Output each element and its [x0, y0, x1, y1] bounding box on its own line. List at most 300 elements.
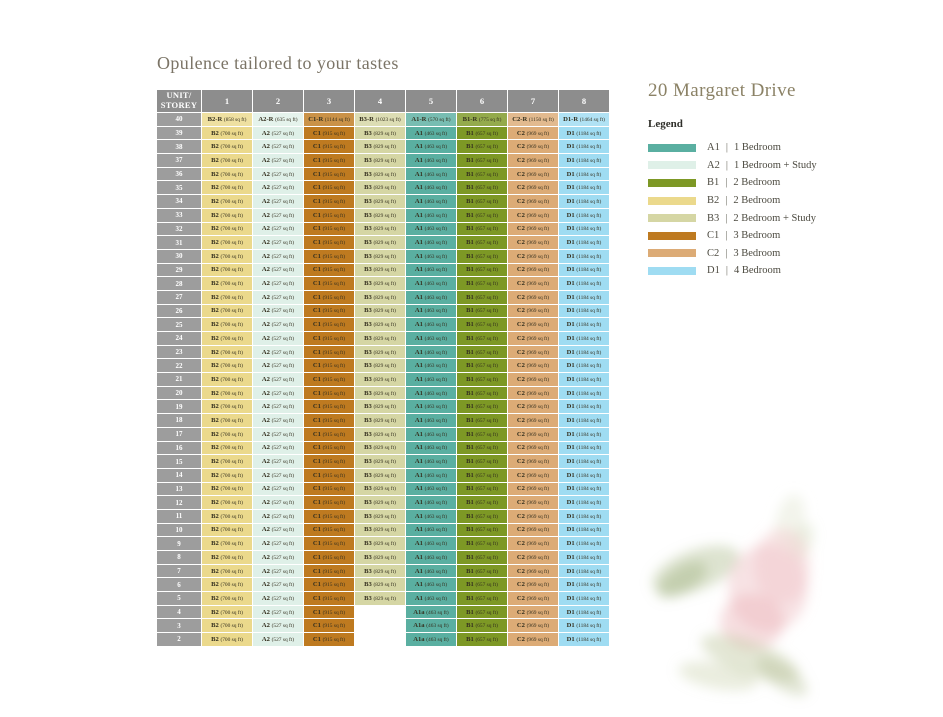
unit-cell-a2	[253, 250, 303, 263]
unit-cell-a2	[253, 455, 303, 468]
unit-cell-c2	[508, 154, 558, 167]
table-row-storey-11	[157, 510, 609, 523]
unit-area: (463 sq ft)	[426, 636, 449, 643]
unit-code: A2	[261, 348, 272, 356]
unit-cell-b3	[355, 195, 405, 208]
unit-cell-a2	[253, 195, 303, 208]
unit-area: (915 sq ft)	[322, 431, 346, 438]
unit-code: C1	[312, 348, 323, 356]
unit-area: (1184 sq ft)	[576, 363, 602, 370]
unit-area: (463 sq ft)	[426, 623, 449, 630]
unit-cell-d1	[559, 140, 609, 153]
unit-code: D1	[566, 321, 577, 329]
unit-code: D1	[566, 211, 577, 219]
unit-area: (463 sq ft)	[424, 157, 448, 164]
unit-area: (527 sq ft)	[271, 582, 295, 589]
unit-cell-c1	[304, 551, 354, 564]
unit-code: B3	[364, 156, 374, 164]
unit-area: (527 sq ft)	[271, 541, 295, 548]
unit-area: (1184 sq ft)	[576, 253, 602, 260]
unit-cell-d1	[559, 387, 609, 400]
table-row-storey-6	[157, 578, 609, 591]
unit-cell-a1	[406, 414, 456, 427]
unit-cell-b3	[355, 483, 405, 496]
unit-area: (969 sq ft)	[526, 130, 550, 137]
unit-cell-c2	[508, 140, 558, 153]
unit-code: A2	[261, 197, 272, 205]
storey-label: 23	[157, 346, 201, 359]
unit-code: C1	[312, 252, 323, 260]
legend-item-a1	[648, 139, 888, 157]
unit-cell-c2	[508, 537, 558, 550]
unit-cell-d1	[559, 455, 609, 468]
unit-code: D1-R	[563, 115, 580, 123]
unit-area: (700 sq ft)	[220, 609, 243, 616]
unit-code: C2	[516, 143, 527, 151]
unit-cell-b1	[457, 551, 507, 564]
unit-cell-a1	[406, 209, 456, 222]
unit-cell-b2	[202, 537, 252, 550]
unit-code: C2	[516, 581, 527, 589]
unit-cell-a1-r	[406, 113, 456, 126]
unit-cell-a1	[406, 524, 456, 537]
unit-area: (657 sq ft)	[475, 185, 498, 192]
unit-code: B1	[466, 362, 476, 370]
unit-area: (657 sq ft)	[475, 636, 498, 643]
unit-code: A2	[261, 430, 272, 438]
unit-code: C2	[516, 307, 527, 315]
unit-code: D1	[566, 252, 577, 260]
empty-cell	[355, 633, 405, 646]
corner-header-line2: STOREY	[160, 100, 198, 110]
unit-cell-a1	[406, 565, 456, 578]
unit-cell-a2	[253, 565, 303, 578]
column-header-2: 2	[253, 90, 303, 112]
table-row-storey-37	[157, 154, 609, 167]
unit-cell-c1	[304, 565, 354, 578]
unit-code: D1	[566, 348, 577, 356]
unit-area: (463 sq ft)	[424, 335, 448, 342]
unit-code: B1	[466, 389, 476, 397]
unit-area: (915 sq ft)	[322, 322, 346, 329]
unit-code: B1	[466, 567, 476, 575]
unit-area: (657 sq ft)	[475, 513, 498, 520]
unit-cell-d1	[559, 359, 609, 372]
unit-code: B3	[364, 403, 374, 411]
unit-cell-b3	[355, 496, 405, 509]
unit-cell-d1	[559, 181, 609, 194]
storey-label: 18	[157, 414, 201, 427]
unit-area: (969 sq ft)	[526, 500, 550, 507]
unit-area: (969 sq ft)	[526, 404, 550, 411]
unit-area: (1184 sq ft)	[576, 212, 602, 219]
unit-code: A2	[261, 143, 272, 151]
unit-area: (463 sq ft)	[424, 431, 448, 438]
unit-code: A1	[414, 471, 425, 479]
unit-cell-a2	[253, 469, 303, 482]
storey-label: 37	[157, 154, 201, 167]
unit-area: (829 sq ft)	[373, 240, 396, 247]
unit-code: B1	[466, 499, 476, 507]
unit-code: C1	[312, 280, 323, 288]
unit-code: B1-R	[462, 115, 479, 123]
unit-cell-b1	[457, 346, 507, 359]
unit-code: A2-R	[258, 115, 276, 123]
unit-area: (657 sq ft)	[475, 568, 498, 575]
unit-cell-d1	[559, 332, 609, 345]
unit-code: A1	[414, 499, 425, 507]
unit-code: C1	[312, 540, 323, 548]
unit-cell-a2	[253, 387, 303, 400]
column-header-5: 5	[406, 90, 456, 112]
unit-cell-c2	[508, 168, 558, 181]
unit-code: B1	[466, 266, 476, 274]
table-header-row	[157, 90, 609, 112]
unit-area: (657 sq ft)	[475, 554, 498, 561]
unit-cell-c2	[508, 291, 558, 304]
unit-area: (527 sq ft)	[271, 568, 295, 575]
unit-cell-b3	[355, 318, 405, 331]
unit-area: (915 sq ft)	[322, 623, 346, 630]
unit-area: (829 sq ft)	[373, 185, 396, 192]
unit-cell-a2	[253, 209, 303, 222]
unit-cell-b2	[202, 606, 252, 619]
unit-cell-d1	[559, 606, 609, 619]
unit-area: (657 sq ft)	[475, 363, 498, 370]
legend-item-d1	[648, 262, 888, 280]
unit-cell-b1	[457, 428, 507, 441]
unit-area: (1464 sq ft)	[579, 116, 605, 123]
table-row-storey-10	[157, 524, 609, 537]
unit-cell-b3	[355, 250, 405, 263]
unit-code: A2	[261, 458, 272, 466]
unit-code: C2	[516, 485, 527, 493]
unit-cell-a2	[253, 496, 303, 509]
unit-code: B2	[211, 348, 221, 356]
column-header-4: 4	[355, 90, 405, 112]
unit-cell-c2	[508, 469, 558, 482]
unit-area: (1184 sq ft)	[576, 281, 602, 288]
unit-cell-c1	[304, 209, 354, 222]
unit-area: (829 sq ft)	[373, 431, 396, 438]
unit-code: B2	[211, 334, 221, 342]
unit-cell-c2	[508, 346, 558, 359]
unit-cell-b2	[202, 510, 252, 523]
unit-code: C2	[516, 225, 527, 233]
unit-code: D1	[566, 471, 577, 479]
unit-code: C1	[312, 416, 323, 424]
unit-area: (463 sq ft)	[424, 390, 448, 397]
unit-area: (527 sq ft)	[271, 212, 295, 219]
unit-area: (700 sq ft)	[220, 267, 243, 274]
unit-code: A2	[261, 252, 272, 260]
unit-area: (657 sq ft)	[475, 445, 498, 452]
unit-area: (1184 sq ft)	[576, 240, 602, 247]
unit-area: (463 sq ft)	[424, 472, 448, 479]
unit-cell-b1	[457, 305, 507, 318]
unit-area: (527 sq ft)	[271, 253, 295, 260]
unit-area: (700 sq ft)	[220, 198, 243, 205]
unit-cell-b2	[202, 469, 252, 482]
unit-cell-c1-r	[304, 113, 354, 126]
unit-code: C2	[516, 252, 527, 260]
unit-code: C2	[516, 156, 527, 164]
unit-code: C1	[312, 444, 323, 452]
storey-label: 24	[157, 332, 201, 345]
unit-code: A1	[414, 444, 425, 452]
unit-area: (657 sq ft)	[475, 198, 498, 205]
unit-code: C1	[312, 430, 323, 438]
unit-cell-b3	[355, 332, 405, 345]
unit-code: D1	[566, 622, 577, 630]
legend-swatch-a1	[648, 144, 696, 152]
unit-area: (829 sq ft)	[373, 582, 396, 589]
unit-area: (700 sq ft)	[220, 431, 243, 438]
unit-cell-b1	[457, 442, 507, 455]
unit-area: (829 sq ft)	[373, 253, 396, 260]
legend-swatch-b2	[648, 197, 696, 205]
unit-area: (775 sq ft)	[478, 116, 502, 123]
empty-cell	[355, 606, 405, 619]
unit-code: A2	[261, 170, 272, 178]
unit-code: C2	[516, 197, 527, 205]
unit-area: (1184 sq ft)	[576, 185, 602, 192]
unit-code: A1	[414, 156, 425, 164]
unit-area: (700 sq ft)	[220, 171, 243, 178]
unit-cell-a1	[406, 496, 456, 509]
unit-code: A2	[261, 375, 272, 383]
unit-cell-d1	[559, 373, 609, 386]
unit-code: C1	[312, 239, 323, 247]
unit-area: (829 sq ft)	[373, 198, 396, 205]
unit-cell-b2	[202, 209, 252, 222]
unit-area: (969 sq ft)	[526, 212, 550, 219]
unit-area: (969 sq ft)	[526, 459, 550, 466]
unit-area: (700 sq ft)	[220, 513, 243, 520]
unit-cell-c2	[508, 264, 558, 277]
unit-area: (915 sq ft)	[322, 554, 346, 561]
unit-cell-b3	[355, 400, 405, 413]
unit-area: (700 sq ft)	[220, 363, 243, 370]
column-header-7: 7	[508, 90, 558, 112]
unit-area: (463 sq ft)	[424, 294, 448, 301]
unit-area: (463 sq ft)	[424, 267, 448, 274]
unit-cell-c1	[304, 455, 354, 468]
unit-code: A2	[261, 540, 272, 548]
unit-cell-b3	[355, 578, 405, 591]
unit-code: A1	[414, 512, 425, 520]
unit-area: (527 sq ft)	[271, 554, 295, 561]
unit-cell-b2	[202, 400, 252, 413]
unit-cell-b3	[355, 592, 405, 605]
unit-area: (700 sq ft)	[220, 281, 243, 288]
unit-code: A1	[414, 129, 425, 137]
unit-area: (829 sq ft)	[373, 376, 396, 383]
unit-area: (657 sq ft)	[475, 267, 498, 274]
unit-area: (1184 sq ft)	[576, 459, 602, 466]
unit-cell-a1	[406, 181, 456, 194]
unit-cell-a1	[406, 236, 456, 249]
unit-area: (969 sq ft)	[526, 267, 550, 274]
unit-code: B3	[364, 321, 374, 329]
unit-area: (1184 sq ft)	[576, 144, 602, 151]
unit-code: C1	[312, 635, 323, 643]
unit-cell-a1a	[406, 606, 456, 619]
storey-label: 21	[157, 373, 201, 386]
table-row-storey-20	[157, 387, 609, 400]
unit-code: D1	[566, 485, 577, 493]
unit-code: B2	[211, 581, 221, 589]
unit-cell-b3	[355, 455, 405, 468]
unit-area: (700 sq ft)	[220, 472, 243, 479]
unit-code: B3	[364, 184, 374, 192]
legend-item-c1	[648, 227, 888, 245]
unit-area: (463 sq ft)	[424, 500, 448, 507]
unit-cell-b2	[202, 483, 252, 496]
unit-code: C2	[516, 266, 527, 274]
unit-cell-a2	[253, 154, 303, 167]
unit-area: (915 sq ft)	[322, 500, 346, 507]
unit-area: (915 sq ft)	[322, 240, 346, 247]
unit-cell-c1	[304, 250, 354, 263]
unit-area: (915 sq ft)	[322, 404, 346, 411]
unit-cell-a2	[253, 619, 303, 632]
unit-cell-b1	[457, 524, 507, 537]
unit-cell-d1	[559, 223, 609, 236]
unit-code: A1	[414, 567, 425, 575]
unit-code: A2	[261, 635, 272, 643]
unit-cell-c2	[508, 551, 558, 564]
unit-area: (969 sq ft)	[526, 308, 550, 315]
unit-area: (527 sq ft)	[271, 609, 295, 616]
unit-cell-b3	[355, 442, 405, 455]
unit-area: (463 sq ft)	[424, 582, 448, 589]
unit-cell-b2	[202, 140, 252, 153]
unit-code: C1	[312, 307, 323, 315]
unit-area: (527 sq ft)	[271, 157, 295, 164]
unit-area: (657 sq ft)	[475, 322, 498, 329]
unit-code: A1	[414, 403, 425, 411]
unit-code: A1	[414, 526, 425, 534]
storey-label: 7	[157, 565, 201, 578]
unit-code: A2	[261, 608, 272, 616]
unit-area: (829 sq ft)	[373, 226, 396, 233]
unit-area: (463 sq ft)	[424, 212, 448, 219]
unit-cell-a1	[406, 305, 456, 318]
table-row-storey-7	[157, 565, 609, 578]
unit-area: (829 sq ft)	[373, 267, 396, 274]
unit-code: A1	[414, 389, 425, 397]
unit-area: (700 sq ft)	[220, 185, 243, 192]
unit-cell-a2	[253, 510, 303, 523]
legend-label: A2 | 1 Bedroom + Study	[707, 159, 817, 171]
unit-code: A2	[261, 334, 272, 342]
unit-area: (915 sq ft)	[322, 636, 346, 643]
storey-label: 35	[157, 181, 201, 194]
unit-cell-a1	[406, 127, 456, 140]
unit-code: C1	[312, 608, 323, 616]
unit-code: B3	[364, 499, 374, 507]
unit-code: B2	[211, 444, 221, 452]
unit-code: D1	[566, 293, 577, 301]
unit-cell-c2	[508, 619, 558, 632]
unit-area: (915 sq ft)	[322, 445, 346, 452]
unit-code: D1	[566, 512, 577, 520]
unit-area: (657 sq ft)	[475, 390, 498, 397]
unit-cell-d1	[559, 578, 609, 591]
unit-cell-c2	[508, 633, 558, 646]
unit-code: B2	[211, 239, 221, 247]
unit-cell-a1	[406, 592, 456, 605]
unit-cell-b3	[355, 510, 405, 523]
storey-label: 8	[157, 551, 201, 564]
corner-header	[157, 90, 201, 112]
unit-code: A2	[261, 594, 272, 602]
unit-code: B2-R	[207, 115, 224, 123]
unit-code: D1	[566, 458, 577, 466]
unit-code: A2	[261, 485, 272, 493]
unit-area: (700 sq ft)	[220, 294, 243, 301]
unit-cell-d1	[559, 551, 609, 564]
unit-code: C2	[516, 334, 527, 342]
unit-cell-c2	[508, 428, 558, 441]
unit-cell-a2	[253, 140, 303, 153]
unit-area: (700 sq ft)	[220, 595, 243, 602]
unit-code: B2	[211, 143, 221, 151]
unit-area: (527 sq ft)	[271, 595, 295, 602]
unit-code: A2	[261, 389, 272, 397]
unit-area: (1184 sq ft)	[576, 431, 602, 438]
unit-code: C1	[312, 499, 323, 507]
unit-area: (969 sq ft)	[526, 294, 550, 301]
unit-cell-b1	[457, 250, 507, 263]
unit-code: C1	[312, 471, 323, 479]
unit-code: A2	[261, 581, 272, 589]
unit-area: (657 sq ft)	[475, 431, 498, 438]
unit-area: (829 sq ft)	[373, 445, 396, 452]
unit-area: (657 sq ft)	[475, 376, 498, 383]
unit-area: (463 sq ft)	[424, 541, 448, 548]
unit-cell-b2	[202, 359, 252, 372]
unit-code: B3	[364, 348, 374, 356]
unit-cell-b3	[355, 127, 405, 140]
unit-cell-d1	[559, 154, 609, 167]
unit-code: C1	[312, 389, 323, 397]
unit-area: (1184 sq ft)	[576, 472, 602, 479]
unit-code: D1	[566, 239, 577, 247]
table-row-storey-19	[157, 400, 609, 413]
unit-code: D1	[566, 334, 577, 342]
unit-area: (657 sq ft)	[475, 144, 498, 151]
table-row-storey-40	[157, 113, 609, 126]
unit-area: (657 sq ft)	[475, 308, 498, 315]
unit-area: (657 sq ft)	[475, 335, 498, 342]
unit-area: (1184 sq ft)	[576, 513, 602, 520]
storey-label: 3	[157, 619, 201, 632]
unit-area: (463 sq ft)	[426, 609, 449, 616]
unit-code: B2	[211, 170, 221, 178]
unit-area: (915 sq ft)	[322, 527, 346, 534]
unit-cell-b2	[202, 373, 252, 386]
unit-code: A2	[261, 225, 272, 233]
legend-item-b2	[648, 192, 888, 210]
unit-code: A1	[414, 553, 425, 561]
unit-code: B1	[466, 334, 476, 342]
unit-cell-a1	[406, 250, 456, 263]
unit-code: A1	[414, 307, 425, 315]
unit-area: (1184 sq ft)	[576, 349, 602, 356]
legend-label: B1 | 2 Bedroom	[707, 177, 781, 189]
